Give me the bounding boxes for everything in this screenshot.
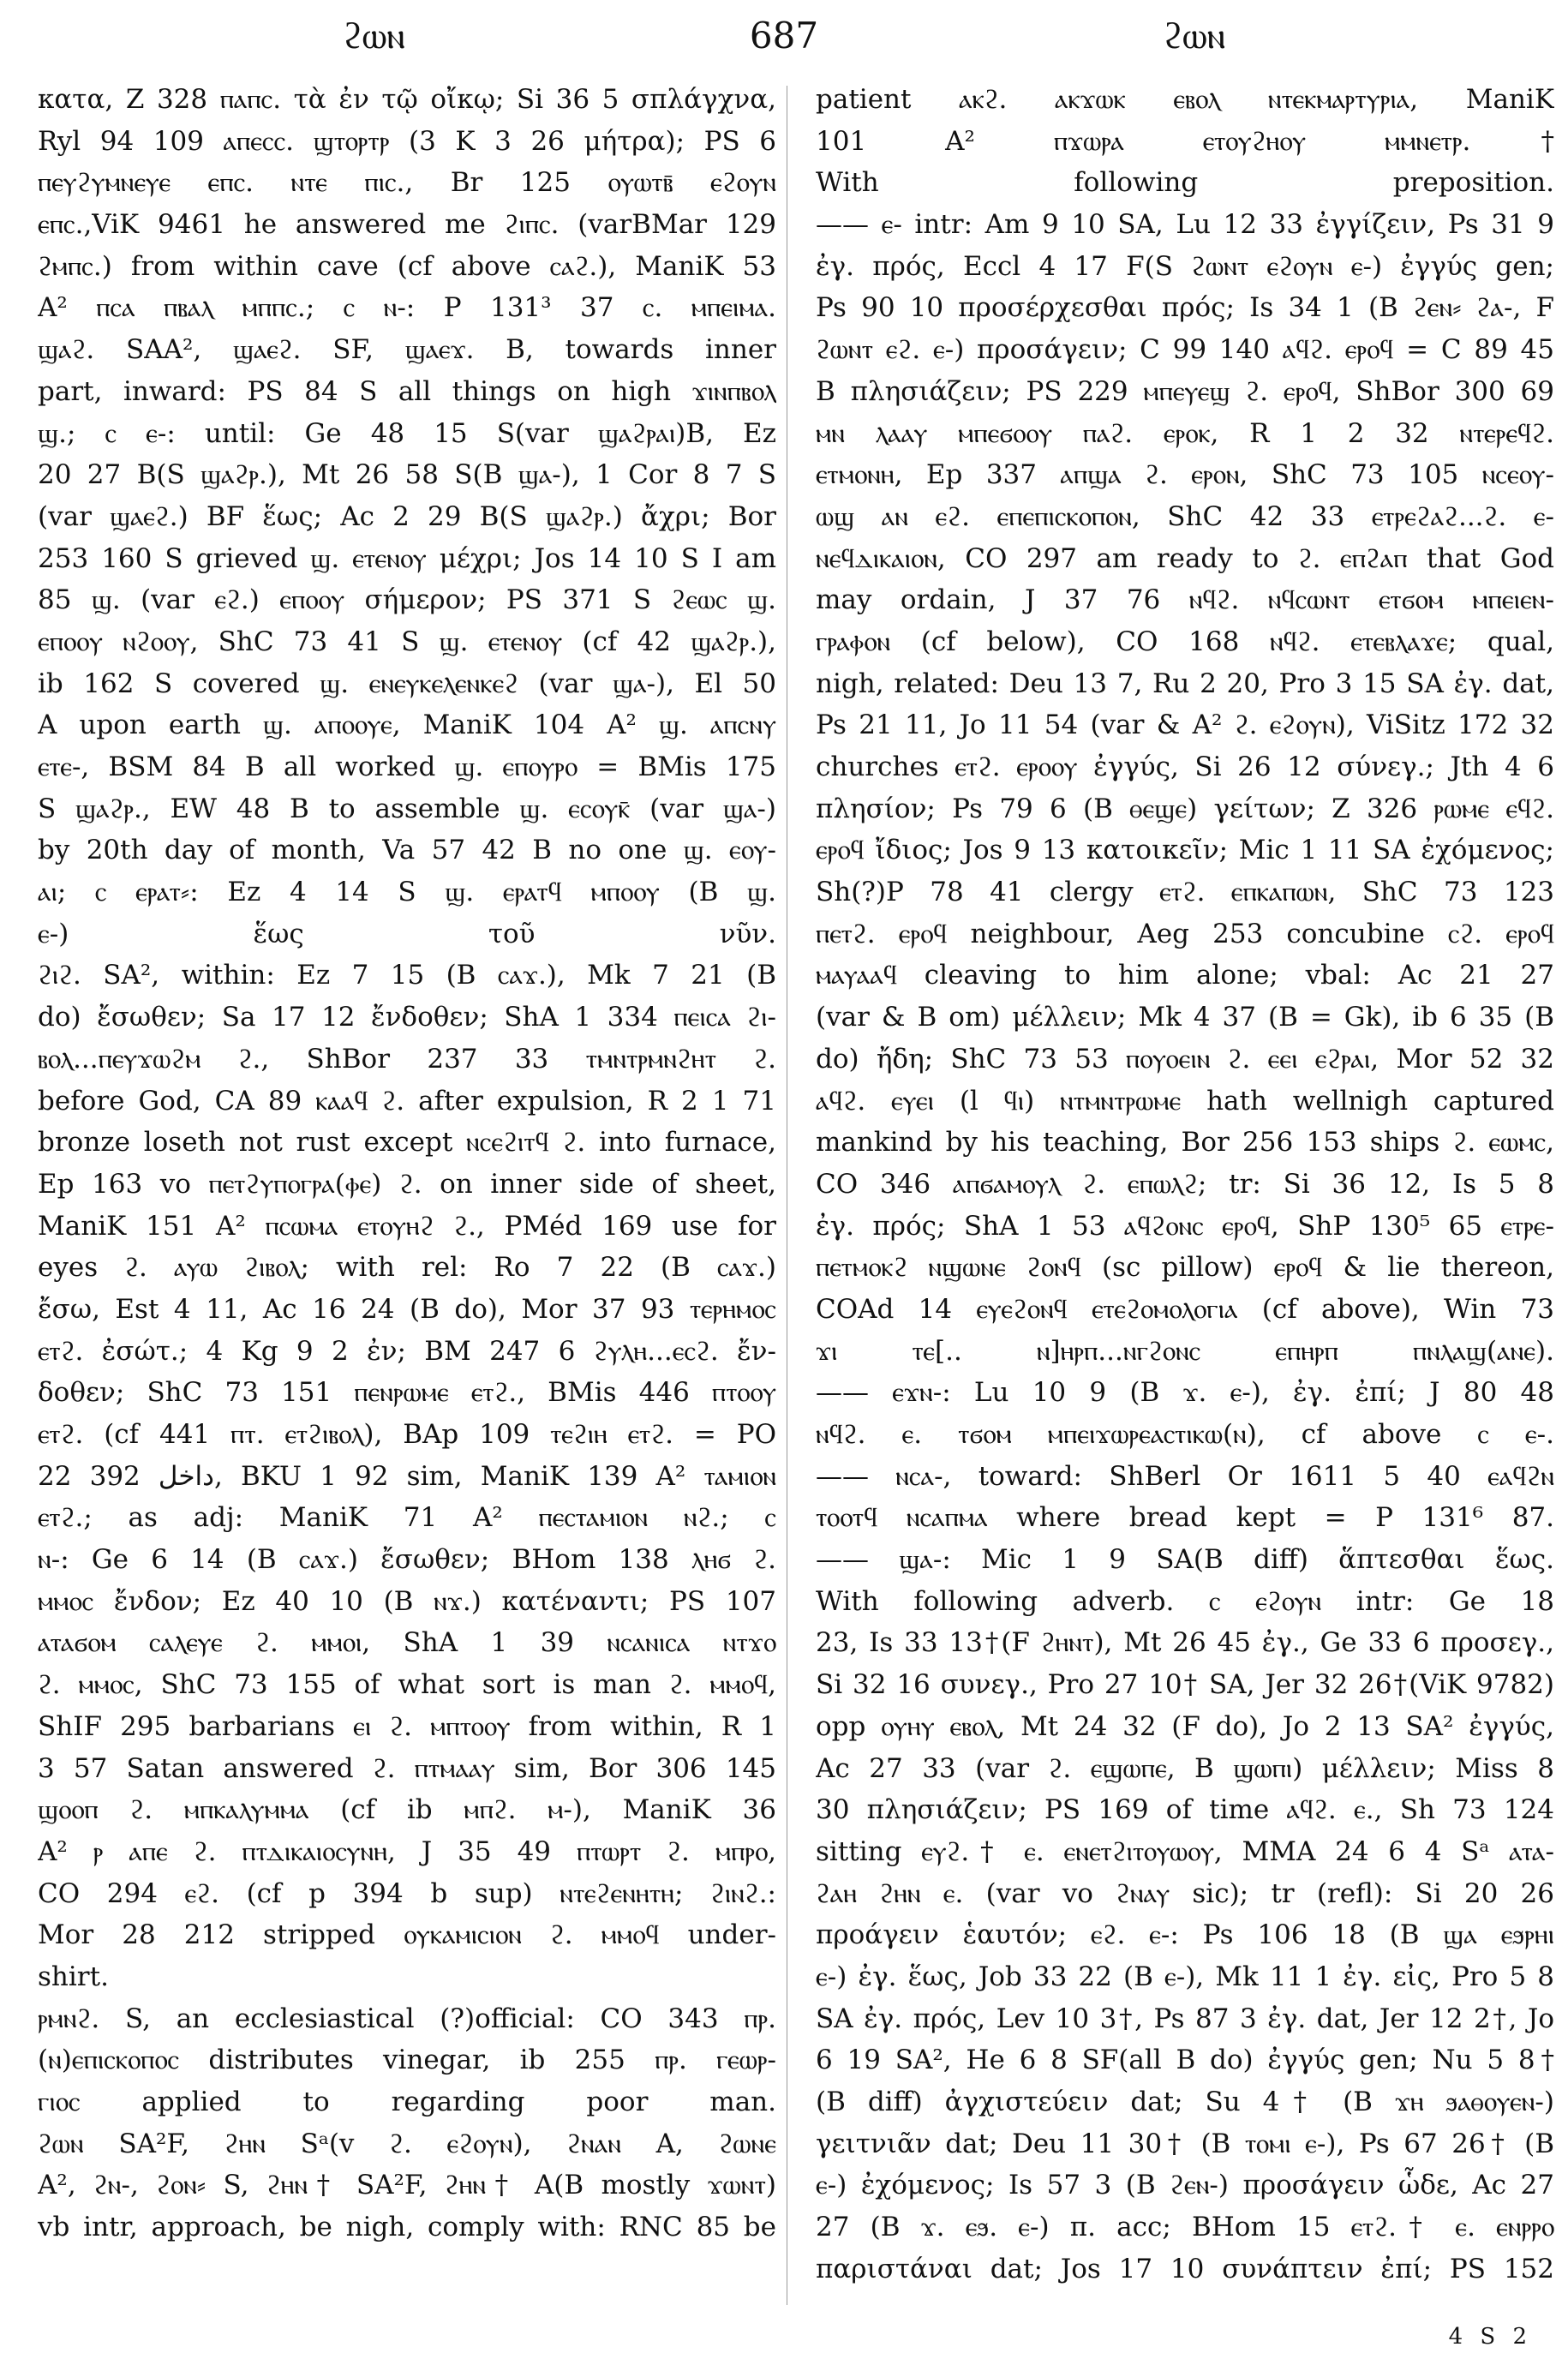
text-line: mankind by his teaching, Bor 256 153 ships ϩ. ⲉⲱⲙⲥ,	[816, 1127, 1554, 1159]
text-line: ⲙⲁⲩⲁⲁϥ cleaving to him alone; vbal: Ac 21 27	[816, 960, 1554, 991]
text-line: ⲛϥϩ. ⲉ. ⲧϭⲟⲙ ⲙⲡⲉⲓϫⲱⲣⲉⲁⲥⲧⲓⲕⲱ(ⲛ), cf above ⲥ ⲉ-.	[816, 1419, 1554, 1450]
text-line: ⲁϥϩ. ⲉⲩⲉⲓ (l ϥⲓ) ⲛⲧⲙⲛⲧⲣⲱⲙⲉ hath wellnigh captured	[816, 1085, 1554, 1117]
text-line: ϩⲱⲛ SA²F, ϩⲏⲛ Sᵃ(v ϩ. ⲉϩⲟⲩⲛ), ϩⲛⲁⲛ A, ϩⲱⲛⲉ	[38, 2128, 776, 2159]
text-line: ⲉⲧⲉ-, BSM 84 B all worked ϣ. ⲉⲡⲟⲩⲣⲟ = BMis 175	[38, 751, 776, 782]
text-line: A², ϩⲛ-, ϩⲟⲛ⸗ S, ϩⲏⲛ† SA²F, ϩⲏⲛ† A(B mostly ϫⲱⲛⲧ)	[38, 2170, 776, 2201]
text-line: 20 27 B(S ϣⲁϩⲣ.), Mt 26 58 S(B ϣⲁ-), 1 Cor 8 7 S	[38, 459, 776, 491]
text-line: Sh(?)P 78 41 clergy ⲉⲧϩ. ⲉⲡⲕⲁⲡⲱⲛ, ShC 73 123	[816, 877, 1554, 908]
text-line: Ep 163 vo ⲡⲉⲧϩⲩⲡⲟⲅⲣⲁ(ⲫⲉ) ϩ. on inner side of sheet,	[38, 1168, 776, 1200]
text-line: With following adverb. ⲥ ⲉϩⲟⲩⲛ intr: Ge 18	[816, 1585, 1554, 1617]
text-line: ⲙⲙⲟⲥ ἔνδον; Ez 40 10 (B ⲛϫ.) κατέναντι; PS 107	[38, 1585, 776, 1617]
right-running-head: ϩⲱⲛ	[1163, 15, 1225, 57]
text-line: ϣⲟⲟⲡ ϩ. ⲙⲡⲕⲁⲗⲩⲙⲙⲁ (cf ib ⲙⲡϩ. ⲙ-), ManiK 36	[38, 1794, 776, 1826]
text-line: κατα, Z 328 ⲡⲁⲡⲥ. τὰ ἐν τῷ οἴκῳ; Si 36 5 σπλάγχνα,	[38, 84, 776, 115]
text-line: patient ⲁⲕϩ. ⲁⲕϫⲱⲕ ⲉⲃⲟⲗ ⲛⲧⲉⲕⲙⲁⲣⲧⲩⲣⲓⲁ, ManiK	[816, 84, 1554, 115]
text-line: part, inward: PS 84 S all things on high ϫⲓⲛⲡⲃⲟⲗ	[38, 375, 776, 407]
text-line: Ac 27 33 (var ϩ. ⲉϣⲱⲡⲉ, B ϣⲱⲡⲓ) μέλλειν; Miss 8	[816, 1752, 1554, 1784]
text-line: shirt.	[38, 1961, 109, 1992]
page-number: 687	[749, 15, 819, 57]
text-line: ⲅⲣⲁⲫⲟⲛ (cf below), CO 168 ⲛϥϩ. ⲉⲧⲉⲃⲗⲁϫⲉ; qual,	[816, 626, 1554, 657]
text-line: ⲅⲓⲟⲥ applied to regarding poor man.	[38, 2087, 776, 2117]
text-line: may ordain, J 37 76 ⲛϥϩ. ⲛϥⲥⲱⲛⲧ ⲉⲧϭⲟⲙ ⲙⲡⲉⲓⲉⲛ-	[816, 584, 1554, 616]
text-line: 253 160 S grieved ϣ. ⲉⲧⲉⲛⲟⲩ μέχρι; Jos 14 10 S I am	[38, 542, 776, 574]
text-line: by 20th day of month, Va 57 42 B no one ϣ. ⲉⲟⲩ-	[38, 835, 776, 866]
text-line: bronze loseth not rust except ⲛⲥⲉϩⲓⲧϥ ϩ. into furnace,	[38, 1127, 776, 1159]
text-line: do) ἔσωθεν; Sa 17 12 ἔνδοθεν; ShA 1 334 ⲡⲉⲓⲥⲁ ϩⲓ-	[38, 1002, 776, 1033]
text-line: B πλησιάζειν; PS 229 ⲙⲡⲉⲩⲉϣ ϩ. ⲉⲣⲟϥ, ShBor 300 69	[816, 375, 1554, 407]
text-line: 27 (B ϫ. ⲉϧ. ⲉ-) π. acc; BHom 15 ⲉⲧϩ.† ⲉ. ⲉⲛⲣⲣⲟ	[816, 2212, 1554, 2243]
text-line: COAd 14 ⲉⲩⲉϩⲟⲛϥ ⲉⲧⲉϩⲟⲙⲟⲗⲟⲅⲓⲁ (cf above), Win 73	[816, 1293, 1554, 1325]
text-line: ϩⲱⲛⲧ ⲉϩ. ⲉ-) προσάγειν; C 99 140 ⲁϥϩ. ⲉⲣⲟϥ = C 89 45	[816, 334, 1554, 366]
text-line: CO 346 ⲁⲡϭⲁⲙⲟⲩⲗ ϩ. ⲉⲡⲱⲗϩ; tr: Si 36 12, Is 5 8	[816, 1168, 1554, 1200]
text-line: ἔσω, Est 4 11, Ac 16 24 (B do), Mor 37 93 ⲧⲉⲣⲏⲙⲟⲥ	[38, 1293, 776, 1325]
text-line: ἐγ. πρός, Eccl 4 17 F(S ϩⲱⲛⲧ ⲉϩⲟⲩⲛ ⲉ-) ἐγγύς gen;	[816, 250, 1554, 282]
text-line: ϣ.; ⲥ ⲉ-: until: Ge 48 15 S(var ϣⲁϩⲣⲁⲓ)B, Ez	[38, 417, 776, 449]
text-line: ⲁⲧⲁϭⲟⲙ ⲥⲁⲗⲉⲩⲉ ϩ. ⲙⲙⲟⲓ, ShA 1 39 ⲛⲥⲁⲛⲓⲥⲁ ⲛⲧϫⲟ	[38, 1627, 776, 1659]
text-line: 6 19 SA², He 6 8 SF(all B do) ἐγγύς gen; Nu 5 8†	[816, 2045, 1554, 2076]
text-line: ⲡⲉⲧϩ. ⲉⲣⲟϥ neighbour, Aeg 253 concubine ⲥϩ. ⲉⲣⲟϥ	[816, 918, 1554, 949]
text-line: A² ⲣ ⲁⲡⲉ ϩ. ⲡⲧⲇⲓⲕⲁⲓⲟⲥⲩⲛⲏ, J 35 49 ⲡⲧⲱⲣⲧ ϩ. ⲙⲡⲣⲟ,	[38, 1835, 776, 1867]
text-line: δοθεν; ShC 73 151 ⲡⲉⲛⲣⲱⲙⲉ ⲉⲧϩ., BMis 446 ⲡⲧⲟⲟⲩ	[38, 1377, 776, 1409]
text-line: ib 162 S covered ϣ. ⲉⲛⲉⲩⲕⲉⲗⲉⲛⲕⲉϩ (var ϣⲁ-), El 50	[38, 668, 776, 699]
text-line: CO 294 ⲉϩ. (cf p 394 b sup) ⲛⲧⲉϩⲉⲛⲏⲧⲏ; ϩⲓⲛϩ.:	[38, 1877, 776, 1909]
text-line: ⲡⲉⲧⲙⲟⲕϩ ⲛϣⲱⲛⲉ ϩⲟⲛϥ (sc pillow) ⲉⲣⲟϥ & lie thereon,	[816, 1252, 1554, 1284]
text-line: ⲙⲛ ⲗⲁⲁⲩ ⲙⲡⲉϭⲟⲟⲩ ⲡⲁϩ. ⲉⲣⲟⲕ, R 1 2 32 ⲛⲧⲉⲣⲉϥϩ.	[816, 417, 1554, 449]
text-line: γειτνιᾶν dat; Deu 11 30† (B ⲧⲟⲙⲓ ⲉ-), Ps 67 26† (B	[816, 2128, 1554, 2159]
text-line: παριστάναι dat; Jos 17 10 συνάπτειν ἐπί; PS 152	[816, 2253, 1554, 2284]
text-line: ⲧⲟⲟⲧϥ ⲛⲥⲁⲡⲙⲁ where bread kept = P 131⁶ 87.	[816, 1502, 1554, 1534]
text-line: (var & B om) μέλλειν; Mk 4 37 (B = Gk), ib 6 35 (B	[816, 1002, 1554, 1033]
text-line: ⲉⲧⲙⲟⲛⲏ, Ep 337 ⲁⲡϣⲁ ϩ. ⲉⲣⲟⲛ, ShC 73 105 ⲛⲥⲉⲟⲩ-	[816, 459, 1554, 491]
text-line: ⲉ-) ἐχόμενος; Is 57 3 (B ϩⲉⲛ-) προσάγειν ὧδε, Ac 27	[816, 2170, 1554, 2201]
text-line: ⲉⲡⲥ.,ViK 9461 he answered me ϩⲓⲡⲥ. (varBMar 129	[38, 209, 776, 241]
text-line: ⲛⲉϥⲇⲓⲕⲁⲓⲟⲛ, CO 297 am ready to ϩ. ⲉⲡϩⲁⲡ that God	[816, 542, 1554, 574]
text-line: ϩⲙⲡⲥ.) from within cave (cf above ⲥⲁϩ.), ManiK 53	[38, 250, 776, 282]
left-running-head: ϩⲱⲛ	[343, 15, 405, 57]
text-line: προάγειν ἑαυτόν; ⲉϩ. ⲉ-: Ps 106 18 (B ϣⲁ ⲉϧⲣⲏⲓ	[816, 1919, 1554, 1951]
text-line: ⲉⲧϩ. ἐσώτ.; 4 Kg 9 2 ἐν; BM 247 6 ϩⲩⲗⲏ...ⲉⲥϩ. ἔν-	[38, 1335, 776, 1367]
text-line: before God, CA 89 ⲕⲁⲁϥ ϩ. after expulsion, R 2 1 71	[38, 1085, 776, 1117]
text-line: ϫⲓ ⲧⲉ[.. ⲛ]ⲏⲣⲡ...ⲛⲅϩⲟⲛⲥ ⲉⲡⲏⲣⲡ ⲡⲛⲗⲁϣ(ⲁⲛⲉ).	[816, 1335, 1554, 1367]
text-line: ShIF 295 barbarians ⲉⲓ ϩ. ⲙⲡⲧⲟⲟⲩ from within, R 1	[38, 1710, 776, 1742]
text-line: —— ⲉϫⲛ-: Lu 10 9 (B ϫ. ⲉ-), ἐγ. ἐπί; J 80 48	[816, 1377, 1554, 1409]
text-line: 85 ϣ. (var ⲉϩ.) ⲉⲡⲟⲟⲩ σήμερον; PS 371 S ϩⲉⲱⲥ ϣ.	[38, 584, 776, 616]
text-line: (ⲛ)ⲉⲡⲓⲥⲕⲟⲡⲟⲥ distributes vinegar, ib 255 ⲡⲣ. ⲅⲉⲱⲣ-	[38, 2045, 776, 2076]
text-line: sitting ⲉⲩϩ.† ⲉ. ⲉⲛⲉⲧϩⲓⲧⲟⲩⲱⲟⲩ, MMA 24 6 4 Sᵃ ⲁⲧⲁ-	[816, 1835, 1554, 1867]
text-line: churches ⲉⲧϩ. ⲉⲣⲟⲟⲩ ἐγγύς, Si 26 12 σύνεγ.; Jth 4 6	[816, 751, 1554, 782]
text-line: (B diff) ἀγχιστεύειν dat; Su 4† (B ϫⲏ ϧⲁⲑⲟⲩⲉⲛ-)	[816, 2087, 1554, 2117]
text-line: 101 A² ⲡϫⲱⲣⲁ ⲉⲧⲟⲩϩⲏⲟⲩ ⲙⲙⲛⲉⲧⲣ.†	[816, 125, 1554, 157]
text-line: 23, Is 33 13†(F ϩⲏⲛⲧ), Mt 26 45 ἐγ., Ge 33 6 προσεγ.,	[816, 1627, 1554, 1659]
text-line: Ps 90 10 προσέρχεσθαι πρός; Is 34 1 (B ϩⲉⲛ⸗ ϩⲁ-, F	[816, 292, 1554, 324]
text-line: —— ⲉ- intr: Am 9 10 SA, Lu 12 33 ἐγγίζειν, Ps 31 9	[816, 209, 1554, 241]
text-line: ϩⲁⲏ ϩⲏⲛ ⲉ. (var vo ϩⲛⲁⲩ sic); tr (refl): Si 20 26	[816, 1877, 1554, 1909]
text-line: (var ϣⲁⲉϩ.) BF ἕως; Ac 2 29 B(S ϣⲁϩⲣ.) ἄχρι; Bor	[38, 500, 776, 532]
text-line: vb intr, approach, be nigh, comply with: RNC 85 be	[38, 2212, 776, 2243]
text-line: 3 57 Satan answered ϩ. ⲡⲧⲙⲁⲁⲩ sim, Bor 306 145	[38, 1752, 776, 1784]
text-line: ⲉ-) ἐγ. ἕως, Job 33 22 (B ⲉ-), Mk 11 1 ἐγ. εἰς, Pro 5 8	[816, 1961, 1554, 1992]
text-line: SA ἐγ. πρός, Lev 10 3†, Ps 87 3 ἐγ. dat, Jer 12 2†, Jo	[816, 2003, 1554, 2034]
text-line: 30 πλησιάζειν; PS 169 of time ⲁϥϩ. ⲉ., Sh 73 124	[816, 1794, 1554, 1826]
text-line: ⲉⲡⲟⲟⲩ ⲛϩⲟⲟⲩ, ShC 73 41 S ϣ. ⲉⲧⲉⲛⲟⲩ (cf 42 ϣⲁϩⲣ.),	[38, 626, 776, 657]
text-line: πλησίον; Ps 79 6 (B ⲑⲉϣⲉ) γείτων; Z 326 ⲣⲱⲙⲉ ⲉϥϩ.	[816, 793, 1554, 824]
text-line: —— ⲛⲥⲁ-, toward: ShBerl Or 1611 5 40 ⲉⲁϥϩⲛ	[816, 1460, 1554, 1492]
text-line: ⲁⲓ; ⲥ ⲉⲣⲁⲧ⸗: Ez 4 14 S ϣ. ⲉⲣⲁⲧϥ ⲙⲡⲟⲟⲩ (B ϣ.	[38, 877, 776, 908]
text-line: Mor 28 212 stripped ⲟⲩⲕⲁⲙⲓⲥⲓⲟⲛ ϩ. ⲙⲙⲟϥ under-	[38, 1919, 776, 1951]
text-line: —— ϣⲁ-: Mic 1 9 SA(B diff) ἅπτεσθαι ἕως.	[816, 1544, 1554, 1576]
text-line: ⲉⲧϩ. (cf 441 ⲡⲧ. ⲉⲧϩⲓⲃⲟⲗ), BAp 109 ⲧⲉϩⲓⲏ ⲉⲧϩ. = PO	[38, 1419, 776, 1450]
text-line: ⲉⲣⲟϥ ἴδιος; Jos 9 13 κατοικεῖν; Mic 1 11 SA ἐχόμενος;	[816, 835, 1554, 866]
text-line: A upon earth ϣ. ⲁⲡⲟⲟⲩⲉ, ManiK 104 A² ϣ. ⲁⲡⲥⲛⲩ	[38, 710, 776, 741]
text-line: do) ἤδη; ShC 73 53 ⲡⲟⲩⲟⲉⲓⲛ ϩ. ⲉⲉⲓ ⲉϩⲣⲁⲓ, Mor 52 32	[816, 1043, 1554, 1075]
text-line: opp ⲟⲩⲏⲩ ⲉⲃⲟⲗ, Mt 24 32 (F do), Jo 2 13 SA² ἐγγύς,	[816, 1710, 1554, 1742]
text-line: 22 392 داخل, BKU 1 92 sim, ManiK 139 A² ⲧⲁⲙⲓⲟⲛ	[38, 1460, 776, 1492]
text-line: ⲱϣ ⲁⲛ ⲉϩ. ⲉⲡⲉⲡⲓⲥⲕⲟⲡⲟⲛ, ShC 42 33 ⲉⲧⲣⲉϩⲁϩ...ϩ. ⲉ-	[816, 500, 1554, 532]
text-line: ⲛ-: Ge 6 14 (B ⲥⲁϫ.) ἔσωθεν; BHom 138 ⲗⲏϭ ϩ.	[38, 1544, 776, 1576]
text-line: nigh, related: Deu 13 7, Ru 2 20, Pro 3 15 SA ἐγ. dat,	[816, 668, 1554, 699]
text-line: ϩⲓϩ. SA², within: Ez 7 15 (B ⲥⲁϫ.), Mk 7 21 (B	[38, 960, 776, 991]
text-line: ἐγ. πρός; ShA 1 53 ⲁϥϩⲟⲛⲥ ⲉⲣⲟϥ, ShP 130⁵ 65 ⲉⲧⲣⲉ-	[816, 1210, 1554, 1242]
text-line: ϣⲁϩ. SAA², ϣⲁⲉϩ. SF, ϣⲁⲉϫ. B, towards inner	[38, 334, 776, 366]
text-line: A² ⲡⲥⲁ ⲡⲃⲁⲗ ⲙⲡⲡⲥ.; ⲥ ⲛ-: P 131³ 37 ⲥ. ⲙⲡⲉⲓⲙⲁ.	[38, 292, 776, 324]
text-line: Si 32 16 συνεγ., Pro 27 10† SA, Jer 32 26†(ViK 9782)	[816, 1669, 1554, 1701]
text-line: S ϣⲁϩⲣ., EW 48 B to assemble ϣ. ⲉⲥⲟⲩⲕ̄ (var ϣⲁ-)	[38, 793, 776, 824]
printer-signature: 4 S 2	[1448, 2324, 1532, 2350]
text-line: ⲣⲙⲛϩ. S, an ecclesiastical (?)official: CO 343 ⲡⲣ.	[38, 2003, 776, 2034]
right-column	[816, 79, 1554, 2290]
text-line: ⲃⲟⲗ...ⲡⲉⲩϫⲱϩⲙ ϩ., ShBor 237 33 ⲧⲙⲛⲧⲣⲙⲛϩⲏⲧ ϩ.	[38, 1043, 776, 1075]
text-line: ⲡⲉⲩϩⲩⲙⲛⲉⲩⲉ ⲉⲡⲥ. ⲛⲧⲉ ⲡⲓⲥ., Br 125 ⲟⲩⲱⲧⲃ̄ ⲉϩⲟⲩⲛ	[38, 167, 776, 199]
text-line: With following preposition.	[816, 167, 1554, 199]
text-line: ⲉ-) ἕως τοῦ νῦν.	[38, 918, 776, 949]
text-line: ⲉⲧϩ.; as adj: ManiK 71 A² ⲡⲉⲥⲧⲁⲙⲓⲟⲛ ⲛϩ.; ⲥ	[38, 1502, 776, 1534]
text-line: Ryl 94 109 ⲁⲡⲉⲥⲥ. ϣⲧⲟⲣⲧⲣ (3 K 3 26 μήτρα); PS 6	[38, 125, 776, 157]
text-line: Ps 21 11, Jo 11 54 (var & A² ϩ. ⲉϩⲟⲩⲛ), ViSitz 172 32	[816, 710, 1554, 741]
text-line: eyes ϩ. ⲁⲩⲱ ϩⲓⲃⲟⲗ; with rel: Ro 7 22 (B ⲥⲁϫ.)	[38, 1252, 776, 1284]
left-column	[38, 79, 776, 2248]
text-line: ManiK 151 A² ⲡⲥⲱⲙⲁ ⲉⲧⲟⲩⲏϩ ϩ., PMéd 169 use for	[38, 1210, 776, 1242]
text-line: ϩ. ⲙⲙⲟⲥ, ShC 73 155 of what sort is man ϩ. ⲙⲙⲟϥ,	[38, 1669, 776, 1701]
